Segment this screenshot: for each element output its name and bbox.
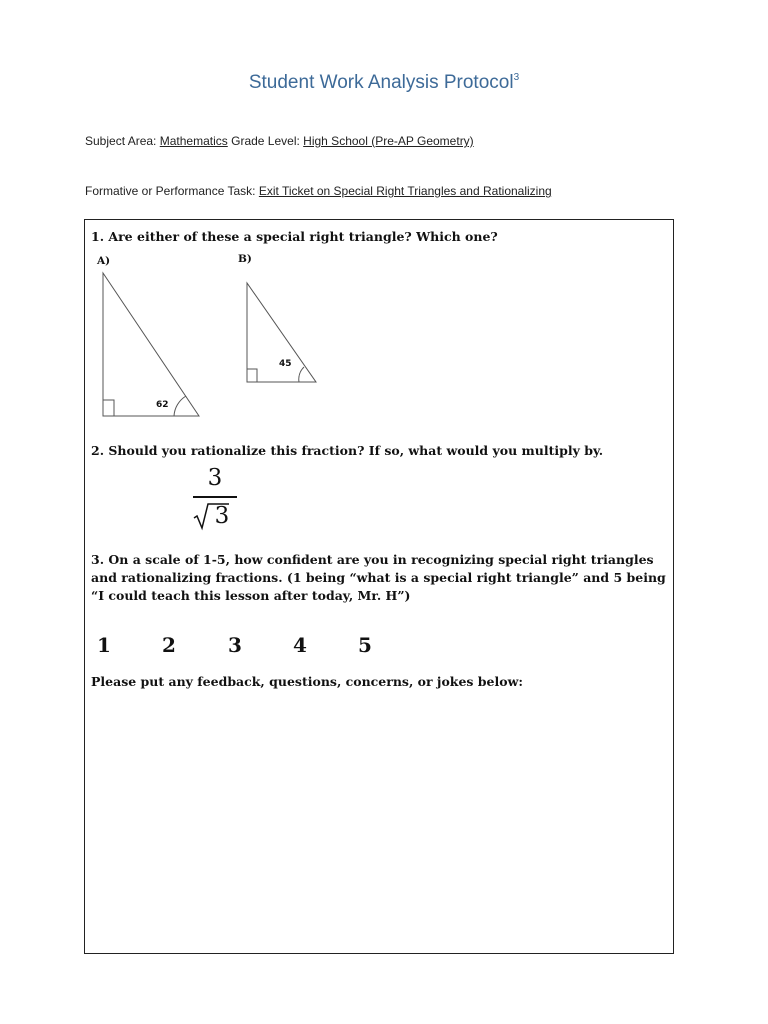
feedback-prompt: Please put any feedback, questions, concerns, or jokes below: [91, 674, 523, 689]
task-line [85, 184, 552, 198]
square-root-sign [193, 501, 229, 531]
scale-option-3[interactable]: 3 [228, 633, 242, 657]
question-1: 1. Are either of these a special right triangle? Which one? [91, 229, 498, 244]
task-label: Formative or Performance Task: [85, 184, 256, 198]
triangle-a-angle-label: 62 [156, 400, 169, 410]
subject-area-label: Subject Area: [85, 134, 157, 148]
grade-level-label: Grade Level: [231, 134, 300, 148]
scale-option-2[interactable]: 2 [162, 633, 176, 657]
triangle-a-angle-arc [174, 396, 186, 416]
exit-ticket-box [84, 219, 674, 954]
question-3: 3. On a scale of 1-5, how confident are you in recognizing special right triangles and rationalizing fractions. (1 being “what is a special right triangle” and 5 being “I could teach this lesson after today, Mr. H”) [91, 552, 666, 603]
subject-area-value: Mathematics [159, 134, 228, 148]
title-footnote-marker: 3 [513, 72, 520, 83]
radicand: 3 [214, 502, 230, 529]
confidence-scale [91, 633, 411, 663]
page-title [0, 72, 768, 94]
triangle-b-right-angle-mark [247, 369, 257, 382]
scale-option-4[interactable]: 4 [293, 633, 307, 657]
question-2: 2. Should you rationalize this fraction? If so, what would you multiply by. [91, 443, 604, 458]
triangle-b-angle-label: 45 [279, 359, 292, 369]
triangle-a-right-angle-mark [103, 400, 114, 416]
triangle-b-angle-arc [299, 367, 304, 382]
fraction-numerator: 3 [207, 465, 223, 491]
triangle-b-label: B) [238, 253, 252, 265]
triangle-a [102, 272, 202, 418]
title-text: Student Work Analysis Protocol [248, 72, 514, 93]
fraction [193, 463, 237, 531]
grade-level-value: High School (Pre-AP Geometry) [303, 134, 474, 148]
task-value: Exit Ticket on Special Right Triangles and Rationalizing [258, 184, 552, 198]
subject-grade-line [85, 134, 474, 148]
fraction-bar [193, 496, 237, 498]
scale-option-5[interactable]: 5 [358, 633, 372, 657]
fraction-denominator [193, 501, 237, 531]
triangle-a-shape [103, 273, 199, 416]
triangle-a-label: A) [97, 255, 111, 267]
scale-option-1[interactable]: 1 [97, 633, 111, 657]
